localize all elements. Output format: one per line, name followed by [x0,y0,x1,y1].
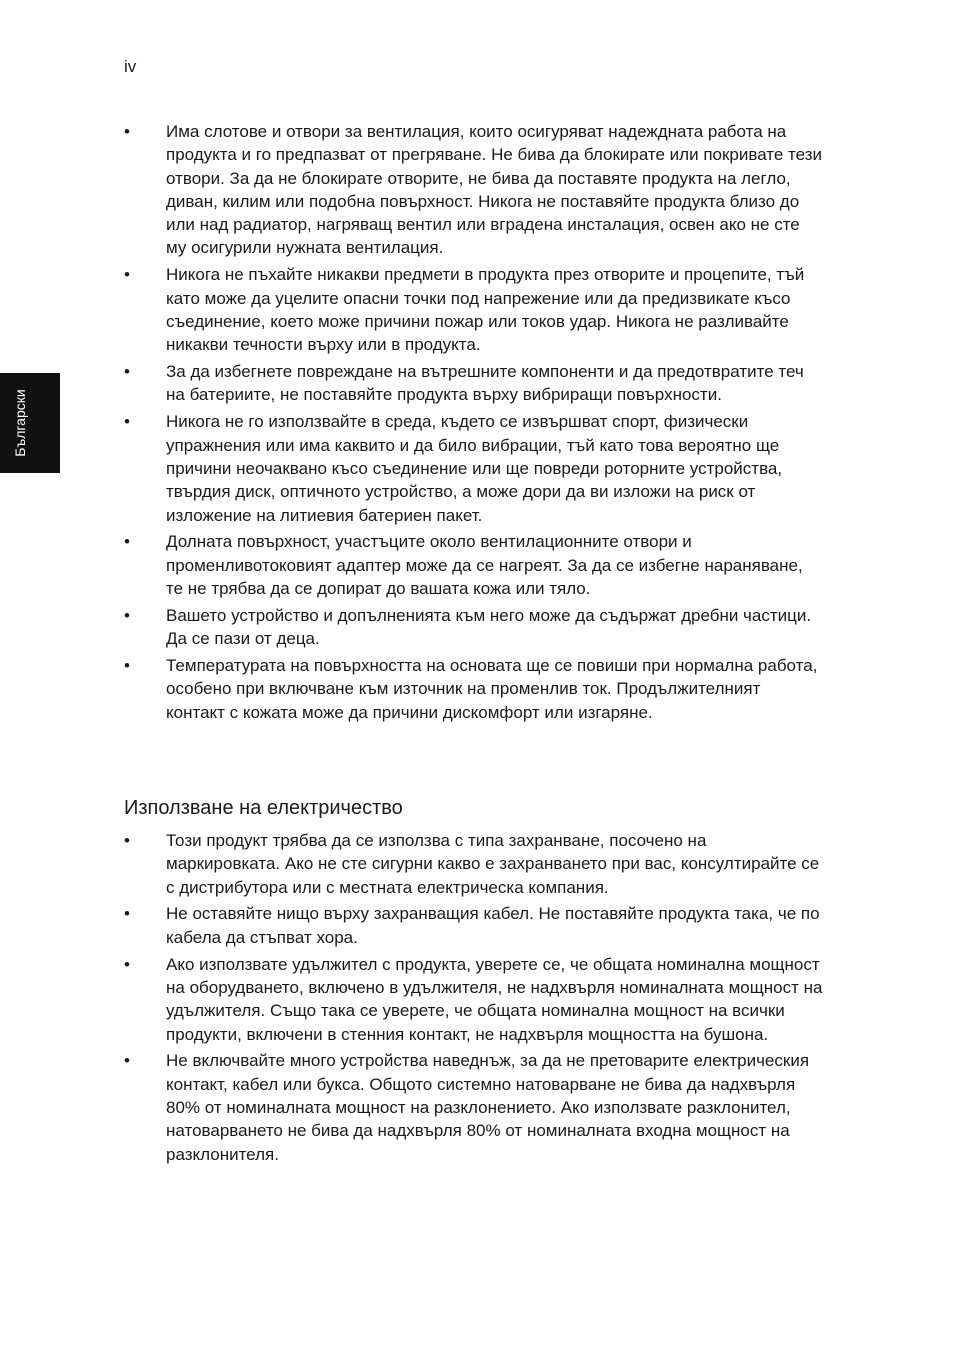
section-heading: Използване на електричество [124,797,403,819]
list-item-text: Не оставяйте нищо върху захранващия кабел. Не поставяйте продукта така, че по кабела да стъпват хора. [166,904,820,947]
list-item-text: Има слотове и отвори за вентилация, които осигуряват надеждната работа на продукта и го предпазват от прегряване. Не бива да блокирате или покривате тези отвори. За да не блокирате отворите, не бива да поставяте продукта на легло, диван, килим или подобна повърхност. Никога не поставяйте продукта близо до или над радиатор, нагряващ вентил или вградена инсталация, освен ако не сте му осигурили нужната вентилация. [166,122,823,258]
list-item-text: Вашето устройство и допълненията към него може да съдържат дребни частици. Да се пази от деца. [166,605,812,649]
list-item [124,1049,824,1165]
bullet: • [124,605,130,625]
bullet: • [124,831,130,850]
list-item-text: Никога не го използвайте в среда, където се извършват спорт, физически упражнения или има каквито и да било вибрации, тъй като това вероятно ще причини неочаквано късо съединение или ще повреди роторните устройства, твърдия диск, оптичното устройство, а може дори да ви изложи на риск от изложение на литиевия батериен пакет. [166,412,783,525]
list-item-text: Този продукт трябва да се използва с типа захранване, посочено на маркировката. Ако не сте сигурни какво е захранването при вас, консултирайте се с дистрибутора или с местната електрическа компания. [166,831,820,897]
list-item-text: Ако използвате удължител с продукта, уверете се, че общата номинална мощност на оборудването, включено в удължителя, не надхвърля номиналната мощност на удължителя. Също така се уверете, че общата номинална мощност на всички продукти, включени в стенния контакт, не надхвърля мощността на бушона. [166,954,823,1044]
bullet: • [124,656,130,676]
bullet: • [124,904,130,924]
list-item-text: Никога не пъхайте никакви предмети в продукта през отворите и процепите, тъй като може да уцелите опасни точки под напрежение или да предизвикате късо съединение, което може причини пожар или токов удар. Никога не разливайте никакви течности върху или в продукта. [166,265,805,355]
list-item [124,120,824,260]
bullet: • [124,362,130,382]
bullet: • [124,1051,130,1071]
bullet: • [124,532,130,552]
list-item-text: Не включвайте много устройства наведнъж, за да не претоварите електрическия контакт, кабел или букса. Общото системно натоварване не бива да надхвърля 80% от номиналната мощност на разклонението. Ако използвате разклонител, натоварването не бива да надхвърля 80% от номиналната входна мощност на разклонителя. [166,1051,810,1164]
list-item [124,263,824,356]
list-item [124,953,824,1046]
safety-list [124,120,824,728]
bullet: • [124,412,130,432]
language-tab-label: Български [12,389,28,457]
electricity-list [124,829,824,1170]
list-item [124,410,824,526]
bullet: • [124,265,130,285]
list-item [124,604,824,651]
list-item-text: За да избегнете повреждане на вътрешните компоненти и да предотвратите теч на батериите, не поставяйте продукта върху вибриращи повърхности. [166,362,804,405]
list-item-text: Долната повърхност, участъците около вентилационните отвори и променливотоковият адаптер може да се нагреят. За да се избегне нараняване, те не трябва да се допират до вашата кожа или тяло. [166,532,803,599]
language-side-tab [0,373,60,473]
list-item [124,902,824,949]
list-item [124,654,824,724]
list-item [124,360,824,407]
list-item-text: Температурата на повърхността на основата ще се повиши при нормална работа, особено при включване към източник на променлив ток. Продължителният контакт с кожата може да причини дискомфорт или изгаряне. [166,656,818,722]
list-item [124,530,824,600]
page-number: iv [124,57,137,76]
bullet: • [124,122,130,141]
list-item [124,829,824,899]
bullet: • [124,954,130,974]
